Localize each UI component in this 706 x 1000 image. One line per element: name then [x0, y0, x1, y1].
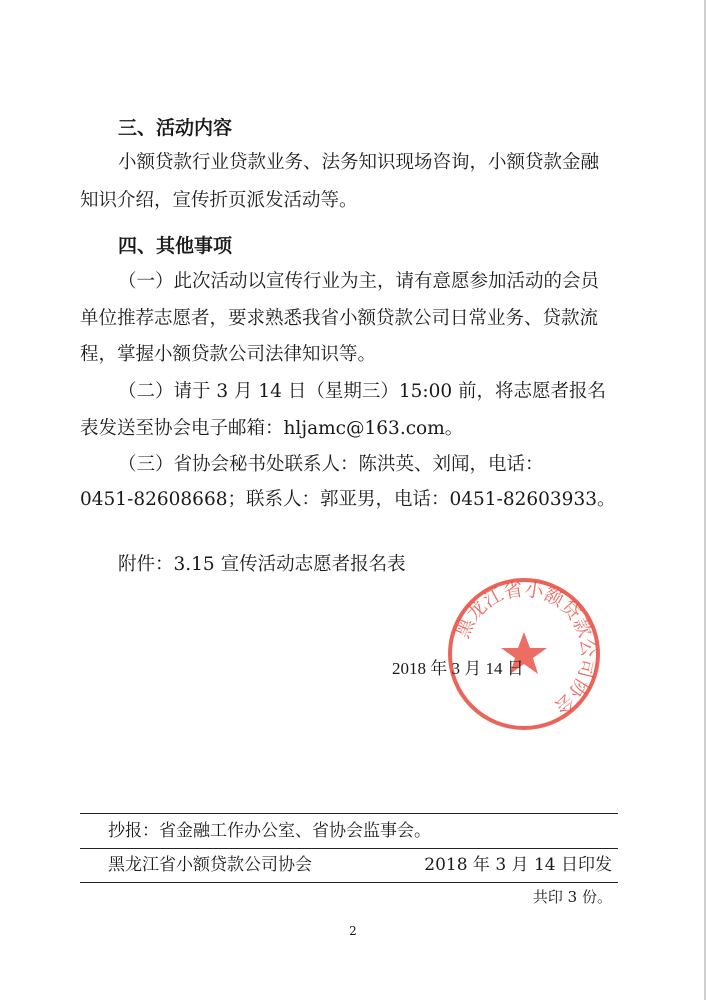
section4-item3-line-1: （三）省协会秘书处联系人：陈洪英、刘闻，电话： [118, 454, 544, 475]
section4-item3-line-2: 0451-82608668；联系人：郭亚男，电话：0451-82603933。 [80, 489, 616, 510]
footer-issuer: 黑龙江省小额贷款公司协会 [108, 855, 312, 875]
seal-text: 黑龙江省小额贷款公司协会 [451, 578, 600, 719]
section3-line-2: 知识介绍，宣传折页派发活动等。 [80, 190, 358, 211]
attachment-line: 附件：3.15 宣传活动志愿者报名表 [118, 554, 406, 575]
section3-line-1: 小额贷款行业贷款业务、法务知识现场咨询，小额贷款金融 [118, 152, 600, 173]
section4-item1-line-3: 程，掌握小额贷款公司法律知识等。 [80, 344, 377, 365]
footer-rule-middle [80, 848, 618, 849]
footer-cc: 抄报：省金融工作办公室、省协会监事会。 [108, 821, 431, 841]
page-number: 2 [349, 924, 357, 938]
document-date: 2018 年 3 月 14 日 [392, 659, 524, 678]
footer-rule-top [80, 813, 618, 814]
section4-item1-line-1: （一）此次活动以宣传行业为主，请有意愿参加活动的会员 [118, 271, 600, 292]
section4-item2-line-2: 表发送至协会电子邮箱：hljamc@163.com。 [80, 418, 464, 439]
section3-heading: 三、活动内容 [118, 117, 233, 139]
footer-rule-bottom [80, 882, 618, 883]
footer-issue-date: 2018 年 3 月 14 日印发 [424, 855, 612, 875]
footer-copies: 共印 3 份。 [532, 888, 612, 906]
section4-item2-line-1: （二）请于 3 月 14 日（星期三）15:00 前，将志愿者报名 [118, 381, 607, 402]
section4-heading: 四、其他事项 [118, 235, 233, 257]
section4-item1-line-2: 单位推荐志愿者，要求熟悉我省小额贷款公司日常业务、贷款流 [80, 308, 599, 329]
